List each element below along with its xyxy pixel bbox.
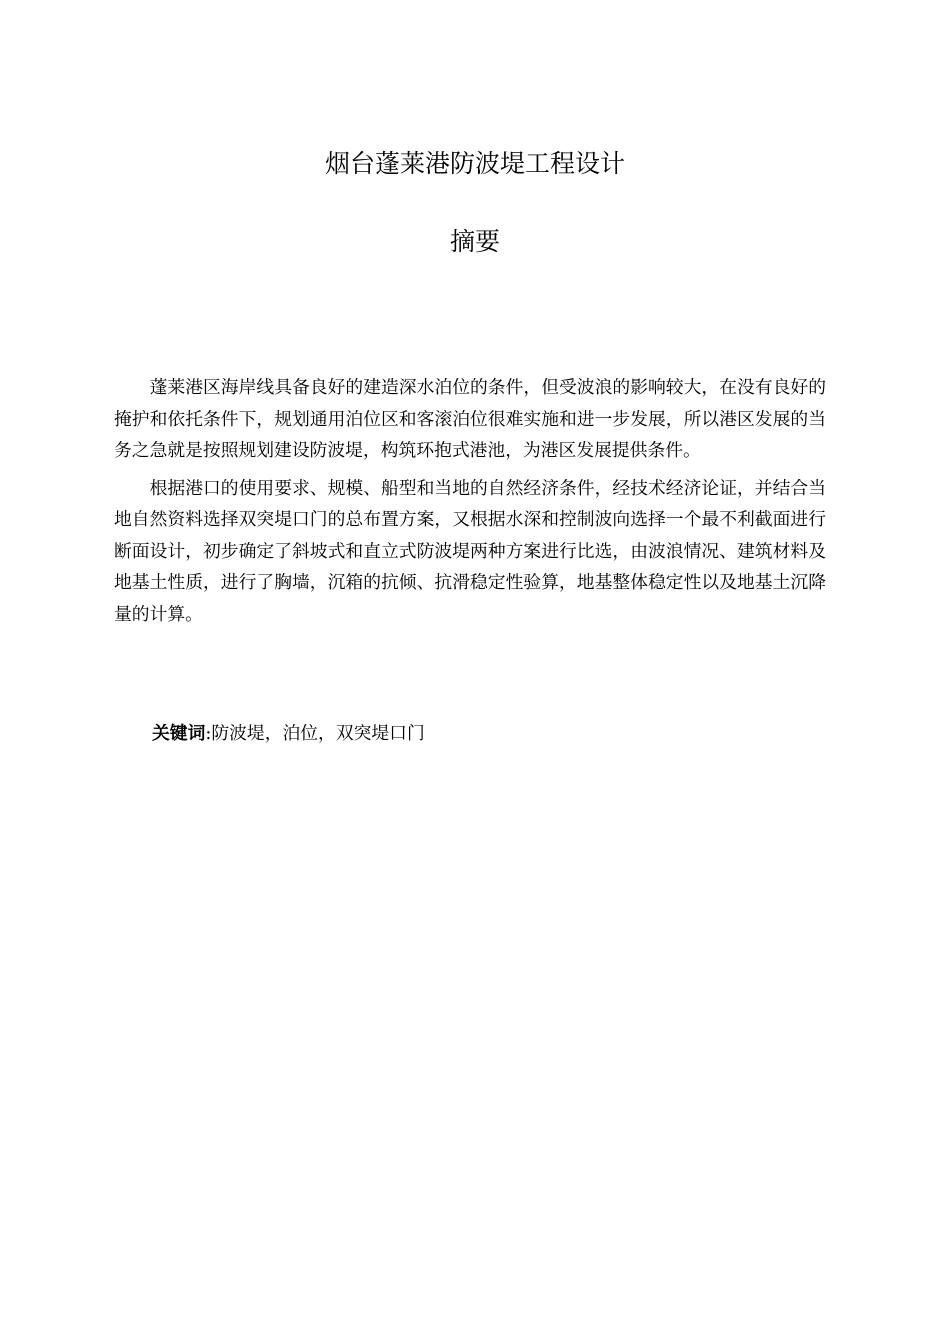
abstract-paragraph-1: 蓬莱港区海岸线具备良好的建造深水泊位的条件，但受波浪的影响较大，在没有良好的掩护和依托条件下，规划通用泊位区和客滚泊位很难实施和进一步发展，所以港区发展的当务之急就是按照规划建设防波堤，构筑环抱式港池，为港区发展提供条件。 bbox=[114, 377, 826, 461]
keywords-label: 关键词 bbox=[152, 723, 206, 744]
document-title: 烟台蓬莱港防波堤工程设计 bbox=[324, 149, 625, 178]
abstract-heading: 摘要 bbox=[449, 227, 500, 256]
keywords-value: 防波堤，泊位，双突堤口门 bbox=[211, 723, 425, 744]
abstract-paragraph-2: 根据港口的使用要求、规模、船型和当地的自然经济条件，经技术经济论证，并结合当地自然资料选择双突堤口门的总布置方案，又根据水深和控制波向选择一个最不利截面进行断面设计，初步确定了斜坡式和直立式防波堤两种方案进行比选，由波浪情况、建筑材料及地基土性质，进行了胸墙，沉箱的抗倾、抗滑稳定性验算，地基整体稳定性以及地基土沉降量的计算。 bbox=[114, 477, 826, 625]
keywords-line bbox=[152, 718, 826, 750]
abstract-body bbox=[114, 372, 826, 636]
keywords-separator: : bbox=[205, 723, 212, 744]
